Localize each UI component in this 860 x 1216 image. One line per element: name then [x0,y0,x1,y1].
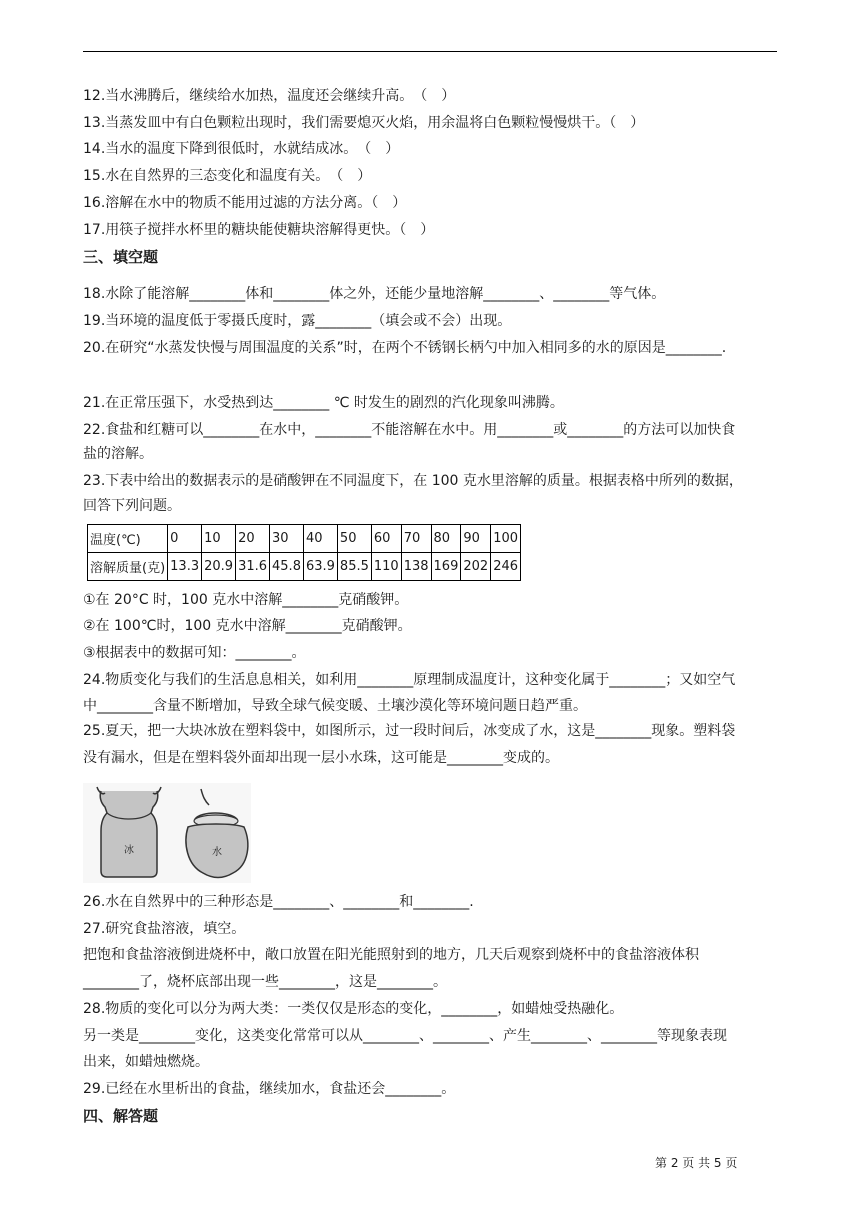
ice-label: 冰 [124,845,134,856]
question-27-line2: 把饱和食盐溶液倒进烧杯中，敞口放置在阳光能照射到的地方，几天后观察到烧杯中的食盐溶液体积 [83,947,699,963]
question-18: 18.水除了能溶解________体和________体之外，还能少量地溶解________、________等气体。 [83,286,666,302]
question-24-line1: 24.物质变化与我们的生活息息相关，如利用________原理制成温度计，这种变化属于________；又如空气 [83,672,736,688]
table-cell: 70 [401,525,431,553]
header-rule [83,51,777,52]
question-23-part1: ①在 20°C 时，100 克水中溶解________克硝酸钾。 [83,592,409,608]
solubility-table [87,524,521,581]
table-cell: 63.9 [303,553,337,581]
table-cell: 85.5 [337,553,371,581]
left-bag [97,787,161,877]
table-cell: 100 [491,525,521,553]
question-19: 19.当环境的温度低于零摄氏度时，露________（填会或不会）出现。 [83,313,512,329]
question-21: 21.在正常压强下，水受热到达________ ℃ 时发生的剧烈的汽化现象叫沸腾。 [83,395,564,411]
question-13: 13.当蒸发皿中有白色颗粒出现时，我们需要熄灭火焰，用余温将白色颗粒慢慢烘干。（ ） [83,115,645,131]
question-28-line2: 另一类是________变化，这类变化常常可以从________、________、产生________、________等现象表现 [83,1028,727,1044]
table-cell: 温度(℃) [88,525,168,553]
page-footer: 第 2 页 共 5 页 [655,1156,738,1170]
question-27-line1: 27.研究食盐溶液，填空。 [83,921,246,937]
table-cell: 202 [461,553,491,581]
question-23-part3: ③根据表中的数据可知：________。 [83,645,306,661]
question-26: 26.水在自然界中的三种形态是________、________和________. [83,894,474,910]
table-cell: 50 [337,525,371,553]
question-22-line1: 22.食盐和红糖可以________在水中，________不能溶解在水中。用________或________的方法可以加快食 [83,422,736,438]
question-23-part2: ②在 100℃时，100 克水中溶解________克硝酸钾。 [83,618,412,634]
question-27-line3: ________了，烧杯底部出现一些________，这是________。 [83,974,447,990]
question-12: 12.当水沸腾后，继续给水加热，温度还会继续升高。 （ ） [83,88,456,104]
question-14: 14.当水的温度下降到很低时，水就结成冰。 （ ） [83,141,400,157]
table-cell: 20.9 [202,553,236,581]
table-cell: 20 [236,525,270,553]
question-22-line2: 盐的溶解。 [83,446,153,462]
question-17: 17.用筷子搅拌水杯里的糖块能使糖块溶解得更快。（ ） [83,222,435,238]
question-25-line2: 没有漏水，但是在塑料袋外面却出现一层小水珠，这可能是________变成的。 [83,750,559,766]
question-25-line1: 25.夏天，把一大块冰放在塑料袋中，如图所示，过一段时间后，冰变成了水，这是________现象。塑料袋 [83,723,736,739]
question-29: 29.已经在水里析出的食盐，继续加水，食盐还会________。 [83,1081,456,1097]
table-cell: 30 [270,525,304,553]
question-28-line3: 出来，如蜡烛燃烧。 [83,1054,209,1070]
table-cell: 110 [371,553,401,581]
table-cell: 90 [461,525,491,553]
section-heading-fill-blank: 三、填空题 [83,248,159,266]
table-cell: 138 [401,553,431,581]
table-cell: 169 [431,553,461,581]
water-label: 水 [212,847,222,858]
question-16: 16.溶解在水中的物质不能用过滤的方法分离。（ ） [83,195,407,211]
section-heading-answer: 四、解答题 [83,1107,159,1125]
table-cell: 13.3 [168,553,202,581]
table-cell: 0 [168,525,202,553]
question-28-line1: 28.物质的变化可以分为两大类：一类仅仅是形态的变化，________，如蜡烛受热融化。 [83,1001,624,1017]
table-cell: 40 [303,525,337,553]
table-row [88,553,521,581]
table-cell: 45.8 [270,553,304,581]
question-20: 20.在研究“水蒸发快慢与周围温度的关系”时，在两个不锈钢长柄勺中加入相同多的水的原因是________. [83,340,727,356]
question-15: 15.水在自然界的三态变化和温度有关。 （ ） [83,168,372,184]
question-23-line1: 23.下表中给出的数据表示的是硝酸钾在不同温度下，在 100 克水里溶解的质量。根据表格中所列的数据， [83,473,743,489]
table-cell: 246 [491,553,521,581]
table-cell: 31.6 [236,553,270,581]
table-cell: 10 [202,525,236,553]
question-23-line2: 回答下列问题。 [83,498,181,514]
table-row [88,525,521,553]
table-cell: 60 [371,525,401,553]
ice-bag-figure [83,783,251,883]
table-cell: 80 [431,525,461,553]
table-cell: 溶解质量(克) [88,553,168,581]
question-24-line2: 中________含量不断增加，导致全球气候变暖、土壤沙漠化等环境问题日趋严重。 [83,698,587,714]
